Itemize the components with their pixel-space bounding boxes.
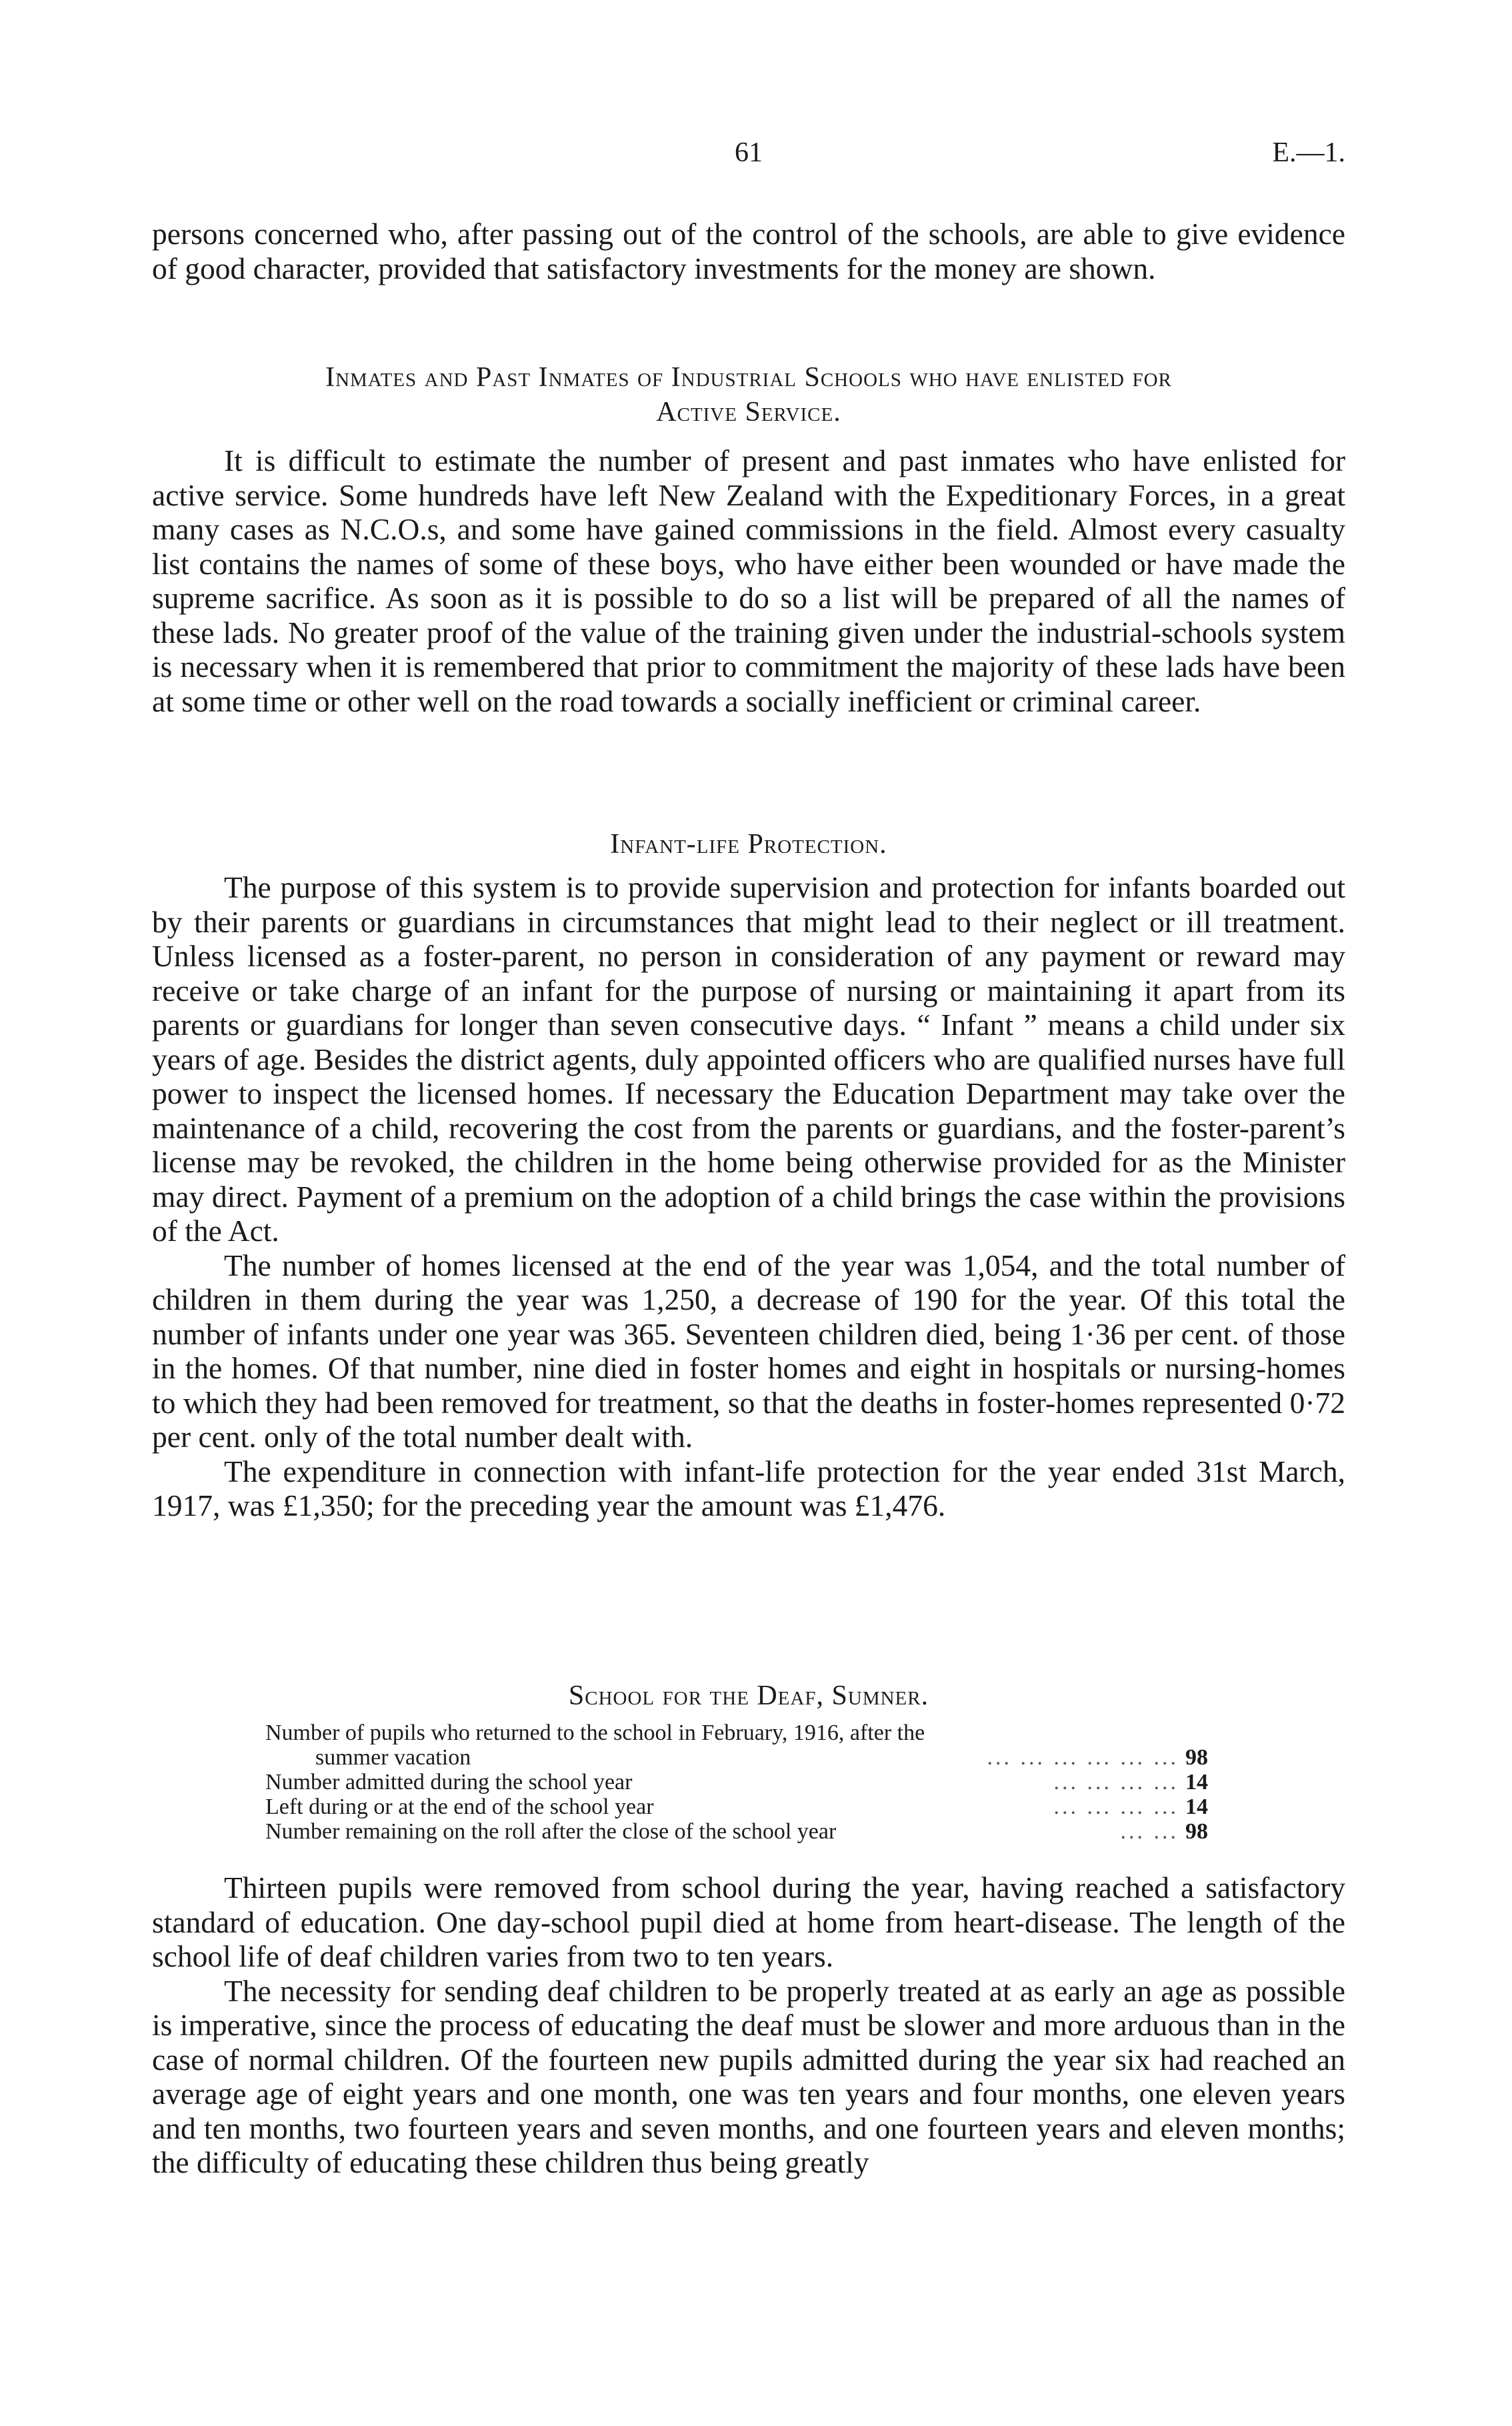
row-value: 98: [1185, 1819, 1208, 1844]
section-heading-infant-life: Infant-life Protection.: [610, 829, 887, 860]
page-header: [152, 137, 1345, 177]
table-row: [265, 1720, 1232, 1745]
section-heading-enlisted-line2: Active Service.: [656, 397, 841, 427]
enlisted-text: It is difficult to estimate the number of present and past inmates who have enlisted for active service. Some hundreds have left New Zealand with the Expeditionary Forces, in a great many cases as N.C.O.s, and some have gained commissions in the field. Almost every casualty list contains the names of some of these boys, who have either been wounded or have made the supreme sacrifice. As soon as it is possible to do so a list will be prepared of all the names of these lads. No greater proof of the value of the training given under the industrial-schools system is necessary when it is remembered that prior to commitment the majority of these lads have been at some time or other well on the road towards a socially inefficient or criminal career.: [152, 443, 1345, 718]
row-value: 98: [1185, 1745, 1208, 1770]
dot-leader: ... ... ... ... ... ...: [987, 1745, 1179, 1770]
row-value: 14: [1185, 1794, 1208, 1819]
table-row: [265, 1745, 1232, 1770]
intro-text: persons concerned who, after passing out of the control of the schools, are able to give evidence of good character, provided that satisfactory investments for the money are shown.: [152, 217, 1345, 285]
table-row: [265, 1794, 1232, 1819]
section-heading-deaf-school: School for the Deaf, Sumner.: [568, 1680, 929, 1711]
infant-life-paragraph-1: The purpose of this system is to provide supervision and protection for infants boarded out by their parents or guardians in circumstances that might lead to their neglect or ill treatment. Unless licensed as a foster-parent, no person in consideration of any payment or reward may receive or take charge of an infant for the purpose of nursing or maintaining it apart from its parents or guardians for longer than seven consecutive days. “ Infant ” means a child under six years of age. Besides the district agents, duly appointed officers who are qualified nurses have full power to inspect the licensed homes. If necessary the Education Department may take over the maintenance of a child, recovering the cost from the parents or guardians, and the foster-parent’s license may be revoked, the children in the home being otherwise provided for as the Minister may direct. Payment of a premium on the adoption of a child brings the case within the provisions of the Act.: [152, 870, 1345, 1248]
table-row: [265, 1770, 1232, 1794]
infant-life-paragraph-2: The number of homes licensed at the end of the year was 1,054, and the total number of children in them during the year was 1,250, a decrease of 190 for the year. Of this total the number of infants under one year was 365. Seventeen children died, being 1·36 per cent. of those in the homes. Of that number, nine died in foster homes and eight in hospitals or nursing-homes to which they had been removed for treatment, so that the deaths in foster-homes represented 0·72 per cent. only of the total number dealt with.: [152, 1248, 1345, 1454]
row-label: summer vacation: [315, 1745, 471, 1770]
document-code: E.—1.: [1272, 137, 1345, 168]
row-label: Left during or at the end of the school year: [265, 1794, 654, 1819]
row-label: Number of pupils who returned to the school in February, 1916, after the: [265, 1720, 925, 1745]
infant-life-paragraph-3: The expenditure in connection with infant-life protection for the year ended 31st March, 1917, was £1,350; for the preceding year the amount was £1,476.: [152, 1454, 1345, 1522]
dot-leader: ... ... ... ...: [1053, 1770, 1179, 1794]
infant-life-paragraphs: [152, 870, 1345, 1523]
row-value: 14: [1185, 1770, 1208, 1794]
row-label: Number admitted during the school year: [265, 1770, 633, 1794]
table-row: [265, 1819, 1232, 1844]
enlisted-paragraph: [152, 443, 1345, 718]
pupil-statistics-table: [265, 1720, 1232, 1844]
page-number: 61: [735, 137, 763, 168]
deaf-school-paragraphs: [152, 1871, 1345, 2180]
deaf-school-paragraph-2: The necessity for sending deaf children to be properly treated at as early an age as possible is imperative, since the process of educating the deaf must be slower and more arduous than in the case of normal children. Of the fourteen new pupils admitted during the year six had reached an average age of eight years and one month, one was ten years and four months, one eleven years and ten months, two fourteen years and seven months, and one fourteen years and eleven months; the difficulty of educating these children thus being greatly: [152, 1973, 1345, 2179]
row-label: Number remaining on the roll after the close of the school year: [265, 1819, 837, 1844]
section-heading-enlisted-line1: Inmates and Past Inmates of Industrial Schools who have enlisted for: [325, 362, 1172, 393]
deaf-school-paragraph-1: Thirteen pupils were removed from school during the year, having reached a satisfactory standard of education. One day-school pupil died at home from heart-disease. The length of the school life of deaf children varies from two to ten years.: [152, 1871, 1345, 1973]
intro-paragraph: [152, 217, 1345, 285]
dot-leader: ... ... ... ...: [1053, 1794, 1179, 1819]
dot-leader: ... ...: [1120, 1819, 1179, 1844]
